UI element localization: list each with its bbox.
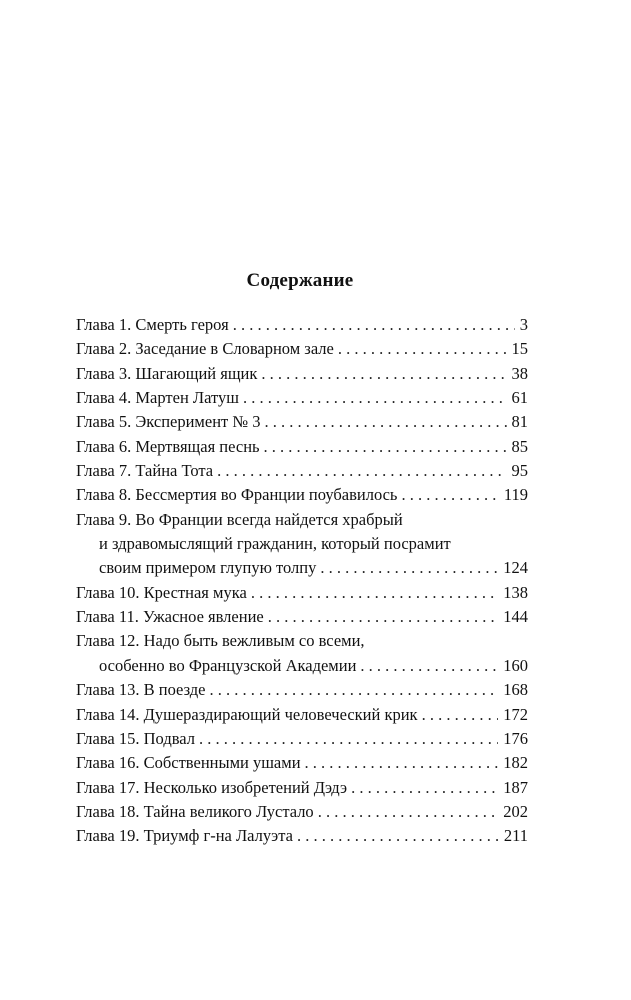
toc-page-number: 168: [503, 680, 528, 700]
dot-leader: [233, 313, 515, 337]
toc-page-number: 144: [503, 607, 528, 627]
toc-entry[interactable]: [76, 483, 528, 507]
toc-entry-title: Глава 3. Шагающий ящик: [76, 363, 258, 383]
toc-entry[interactable]: [76, 605, 528, 629]
toc-page-number: 15: [511, 339, 528, 359]
toc-entry-line: [76, 776, 528, 800]
toc-entry-title: Глава 14. Душераздирающий человеческий крик: [76, 704, 418, 724]
toc-entry[interactable]: [76, 410, 528, 434]
toc-list: [76, 313, 528, 849]
toc-entry-title: своим примером глупую толпу: [99, 558, 317, 578]
toc-entry[interactable]: [76, 581, 528, 605]
toc-entry-line: [76, 703, 528, 727]
toc-page-number: 138: [503, 582, 528, 602]
toc-entry-title: Глава 9. Во Франции всегда найдется храбрый: [76, 509, 403, 529]
toc-page-number: 119: [503, 485, 528, 505]
toc-entry-title: Глава 4. Мартен Латуш: [76, 388, 239, 408]
toc-entry-title: Глава 5. Эксперимент № 3: [76, 412, 261, 432]
toc-entry-line: [76, 386, 528, 410]
toc-entry-line: [76, 800, 528, 824]
toc-entry-title: Глава 10. Крестная мука: [76, 582, 247, 602]
dot-leader: [360, 654, 498, 678]
toc-entry[interactable]: [76, 727, 528, 751]
toc-title: Содержание: [246, 270, 354, 291]
toc-entry-line: [76, 410, 528, 434]
toc-entry[interactable]: [76, 800, 528, 824]
dot-leader: [305, 751, 499, 775]
dot-leader: [268, 605, 499, 629]
toc-page-number: 3: [519, 315, 528, 334]
toc-entry-title: Глава 8. Бессмертия во Франции поубавилось: [76, 485, 398, 505]
toc-page-number: 211: [503, 826, 528, 846]
dot-leader: [243, 386, 507, 410]
toc-entry[interactable]: [76, 362, 528, 386]
toc-entry-title: Глава 18. Тайна великого Лустало: [76, 801, 314, 821]
toc-entry[interactable]: [76, 435, 528, 459]
toc-entry[interactable]: [76, 459, 528, 483]
toc-page-number: 61: [511, 388, 528, 408]
toc-page-number: 85: [511, 436, 528, 456]
toc-page-number: 202: [503, 801, 528, 821]
toc-page-number: 176: [503, 728, 528, 748]
toc-entry[interactable]: [76, 703, 528, 727]
toc-entry-title: Глава 2. Заседание в Словарном зале: [76, 339, 334, 359]
toc-entry-line: [76, 337, 528, 361]
toc-entry-title: Глава 6. Мертвящая песнь: [76, 436, 260, 456]
dot-leader: [422, 703, 499, 727]
toc-entry-line: [76, 459, 528, 483]
dot-leader: [217, 459, 506, 483]
toc-entry-continuation-line: [76, 654, 528, 678]
toc-page-number: 172: [503, 704, 528, 724]
dot-leader: [251, 581, 498, 605]
toc-entry-continuation-line: [76, 556, 528, 580]
toc-entry[interactable]: [76, 386, 528, 410]
dot-leader: [210, 678, 499, 702]
toc-entry-title: Глава 15. Подвал: [76, 728, 195, 748]
toc-entry-continuation-line: [76, 532, 528, 556]
toc-page-number: 160: [503, 655, 528, 675]
toc-entry-line: [76, 678, 528, 702]
toc-entry-title: Глава 19. Триумф г-на Лалуэта: [76, 826, 293, 846]
toc-entry-line: [76, 824, 528, 848]
toc-entry-title: Глава 16. Собственными ушами: [76, 753, 301, 773]
toc-entry-line: [76, 483, 528, 507]
toc-entry-title: особенно во Французской Академии: [99, 655, 357, 675]
toc-entry-line: [76, 751, 528, 775]
toc-entry[interactable]: [76, 751, 528, 775]
dot-leader: [264, 410, 506, 434]
toc-page-number: 182: [503, 753, 528, 773]
dot-leader: [264, 435, 507, 459]
toc-entry-title: Глава 13. В поезде: [76, 680, 206, 700]
toc-entry-line: [76, 581, 528, 605]
toc-entry[interactable]: [76, 629, 528, 678]
toc-entry-line: [76, 727, 528, 751]
toc-entry-title: Глава 12. Надо быть вежливым со всеми,: [76, 631, 365, 651]
toc-entry[interactable]: [76, 776, 528, 800]
toc-entry[interactable]: [76, 508, 528, 581]
toc-entry[interactable]: [76, 824, 528, 848]
toc-entry[interactable]: [76, 678, 528, 702]
dot-leader: [351, 776, 498, 800]
toc-entry-line: [76, 362, 528, 386]
toc-page-number: 95: [511, 461, 528, 481]
toc-entry-title: Глава 17. Несколько изобретений Дэдэ: [76, 777, 348, 797]
toc-entry-title: и здравомыслящий гражданин, который посрамит: [99, 534, 451, 554]
dot-leader: [318, 800, 499, 824]
toc-page-number: 81: [511, 412, 528, 432]
dot-leader: [297, 824, 499, 848]
toc-entry-title: Глава 11. Ужасное явление: [76, 607, 264, 627]
toc-entry-title: Глава 1. Смерть героя: [76, 315, 229, 334]
toc-entry[interactable]: [76, 313, 528, 337]
toc-entry-line: [76, 508, 528, 532]
dot-leader: [401, 483, 498, 507]
toc-page-number: 187: [503, 777, 528, 797]
dot-leader: [261, 362, 506, 386]
toc-entry-line: [76, 313, 528, 337]
dot-leader: [338, 337, 507, 361]
toc-entry[interactable]: [76, 337, 528, 361]
toc-entry-title: Глава 7. Тайна Тота: [76, 461, 214, 481]
toc-page-number: 38: [511, 363, 528, 383]
toc-entry-line: [76, 605, 528, 629]
toc-entry-line: [76, 629, 528, 653]
dot-leader: [199, 727, 498, 751]
dot-leader: [320, 556, 498, 580]
toc-page-number: 124: [503, 558, 528, 578]
toc-entry-line: [76, 435, 528, 459]
